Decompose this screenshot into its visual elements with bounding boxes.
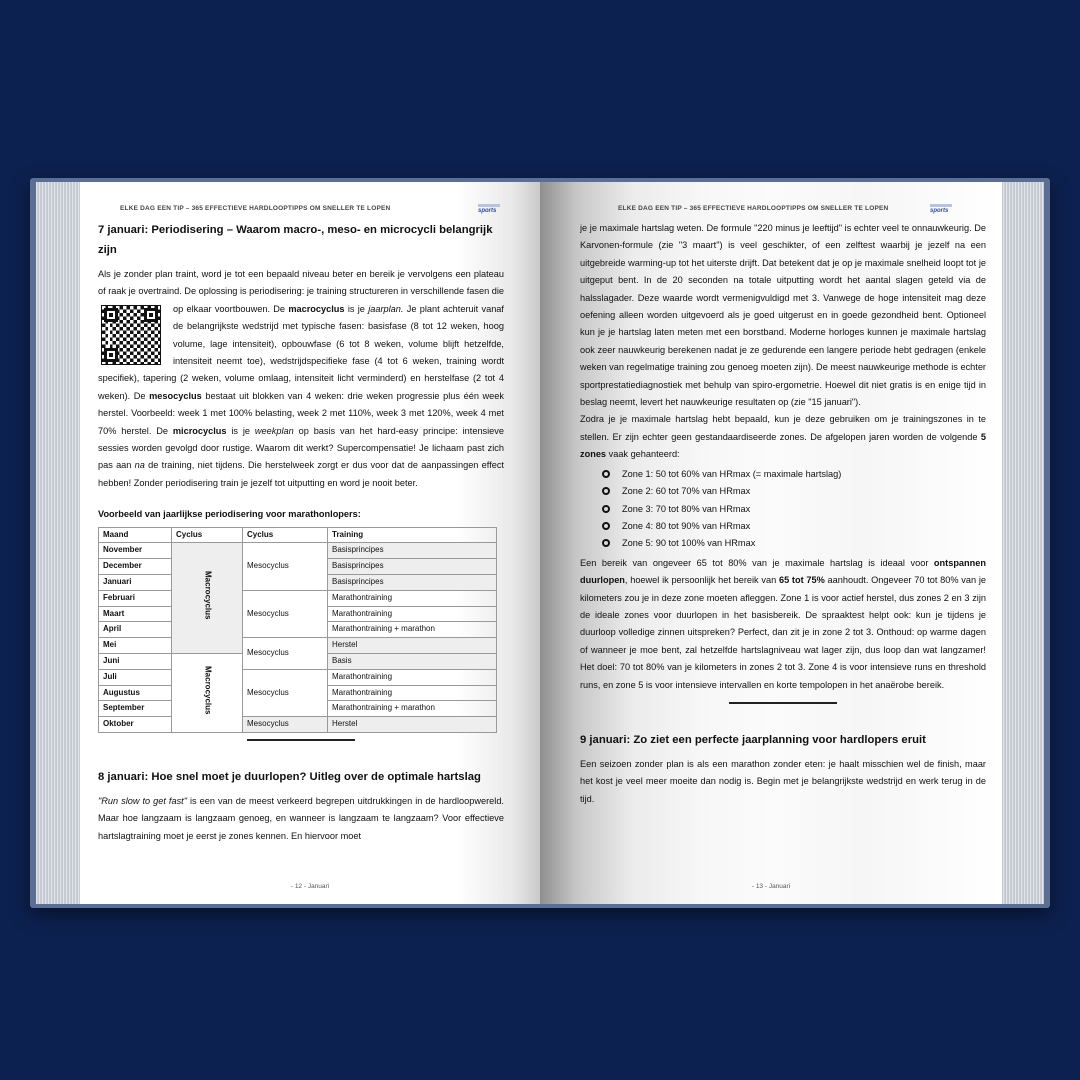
list-item: Zone 2: 60 tot 70% van HRmax <box>602 483 986 500</box>
macrocyclus-cell-2: Macrocyclus <box>172 654 243 733</box>
table-row: Juli Mesocyclus Marathontraining <box>99 669 497 685</box>
logo-text: sports <box>930 208 949 214</box>
section-divider <box>729 702 837 704</box>
table-row: December Basisprincipes <box>99 559 497 575</box>
paragraph-duurlopen: Een bereik van ongeveer 65 tot 80% van je maximale hartslag is ideaal voor ontspannen duurlopen, hoewel ik persoonlijk het bereik van 65 tot 75% aanhoudt. Ongeveer 70 tot 80% van je kilometers zou je in deze zone moeten afleggen. Zone 1 is voor actief herstel, dus zones 2 en 3 zijn de ideale zones voor duurlopen in het basisbereik. De spraaktest helpt ook: kun je tijdens je duurloop volledige zinnen uitspreken? Perfect, dan zit je in zone 2 tot 3. Onthoud: op warme dagen of wanneer je moe bent, zal hetzelfde hartslagniveau wat lager zijn, dus loop dan wat langzamer! Het doel: 70 tot 80% van je kilometers in zones 2 tot 3. Zone 4 is voor intensieve runs en threshold runs, en zone 5 is voor intensieve intervallen en korte tempolopen in het anaërobe bereik. <box>580 557 986 690</box>
mesocyclus-cell: Mesocyclus <box>243 717 328 733</box>
running-header: ELKE DAG EEN TIP – 365 EFFECTIEVE HARDLOOPTIPPS OM SNELLER TE LOPEN <box>618 205 889 212</box>
paragraph-max-hartslag: je je maximale hartslag weten. De formule "220 minus je leeftijd" is echter veel te onnauwkeurig. De Karvonen-formule (zie "3 maart") is veel geschikter, of een zelftest waarbij je jezelf na een uitgebreide warming-up tot het uiterste drijft. Dat betekent dat je op je maximale snelheid loopt tot je uitgeput bent. In de 20 seconden na totale uitputting wordt het aantal slagen geteld via de halsslagader. Deze waarde wordt vermenigvuldigd met 3. Vanwege de hoge intensiteit mag deze oefening alleen worden uitgevoerd als je goed uitgerust en in goede gezondheid bent. Optioneel kun je je hartslag laten meten met een borstband. Moderne horloges kunnen je maximale hartslag ook zeer nauwkeurig berekenen nadat je ze gedurende een langere periode hebt gedragen (enkele weken van regelmatige training zou genoeg moeten zijn). De meest nauwkeurige methode is echter sportprestatiediagnostiek met behulp van spiro-ergometrie. Hoewel dit niet gratis is en enige tijd in beslag neemt, levert het nauwkeurige resultaten op (zie "15 januari"). <box>580 223 986 408</box>
list-item: Zone 5: 90 tot 100% van HRmax <box>602 535 986 552</box>
table-header-row <box>99 527 497 543</box>
table-row: Januari Basisprincipes <box>99 575 497 591</box>
header-cyclus-2: Cyclus <box>243 527 328 543</box>
left-page <box>80 182 540 904</box>
list-item: Zone 3: 70 tot 80% van HRmax <box>602 501 986 518</box>
macrocyclus-cell-1: Macrocyclus <box>172 543 243 654</box>
page-footer-right: - 13 - Januari <box>751 883 791 890</box>
right-page <box>540 182 1002 904</box>
zones-list <box>602 466 986 553</box>
bullet-icon <box>602 539 610 547</box>
list-item: Zone 4: 80 tot 90% van HRmax <box>602 518 986 535</box>
open-book <box>30 178 1050 908</box>
mesocyclus-cell: Mesocyclus <box>243 543 328 590</box>
mesocyclus-cell: Mesocyclus <box>243 638 328 670</box>
table-row: April Marathontraining + marathon <box>99 622 497 638</box>
header-cyclus-1: Cyclus <box>172 527 243 543</box>
publisher-logo <box>930 204 952 214</box>
header-maand: Maand <box>99 527 172 543</box>
paragraph-periodisering: Als je zonder plan traint, word je tot een bepaald niveau beter en bereik je vervolgens een plateau of raak je overtraind. De oplossing is periodisering: je training structureren in verschillende fasen die op elkaar voortbouwen. De macrocyclus is je jaarplan. Je plant achteruit vanaf de belangrijkste wedstrijd met typische fasen: basisfase (8 tot 12 weken, hoog volume, lage intensiteit), opbouwfase (6 tot 8 weken, volume blijft hetzelfde, intensiteit neemt toe), wedstrijdspecifieke fase (4 tot 6 weken, training wordt specifiek), tapering (2 weken, volume omlaag, intensiteit licht verminderd) en herstelfase (2 tot 4 weken). De mesocyclus bestaat uit blokken van 4 weken: drie weken progressie plus één week herstel. Voorbeeld: week 1 met 100% belasting, week 2 met 110%, week 3 met 120%, week 4 met 70% herstel. De microcyclus is je weekplan op basis van het hard-easy principe: intensieve sessies worden gevolgd door rustige. Waarom dit werkt? Supercompensatie! Je lichaam past zich pas aan na de training, niet tijdens. Die herstelweek zorgt er dus voor dat de aanpassingen effect hebben! Zonder periodisering train je jezelf tot uitputting en word je nooit beter. <box>98 269 504 488</box>
table-row: Juni Macrocyclus Basis <box>99 654 497 670</box>
right-content <box>580 220 986 808</box>
table-row: September Marathontraining + marathon <box>99 701 497 717</box>
logo-text: sports <box>478 208 497 214</box>
mesocyclus-cell: Mesocyclus <box>243 669 328 716</box>
bullet-icon <box>602 470 610 478</box>
table-row: Oktober Mesocyclus Herstel <box>99 717 497 733</box>
section-divider <box>247 739 355 741</box>
table-row: Maart Marathontraining <box>99 606 497 622</box>
mesocyclus-cell: Mesocyclus <box>243 590 328 637</box>
bullet-icon <box>602 522 610 530</box>
table-title: Voorbeeld van jaarlijkse periodisering voor marathonlopers: <box>98 509 361 520</box>
table-row: November Macrocyclus Mesocyclus Basisprincipes <box>99 543 497 559</box>
table-row: Februari Mesocyclus Marathontraining <box>99 590 497 606</box>
table-row: Augustus Marathontraining <box>99 685 497 701</box>
page-footer-left: - 12 - Januari <box>290 883 330 890</box>
paragraph-zones-intro: Zodra je je maximale hartslag hebt bepaald, kun je deze gebruiken om je trainingszones in te stellen. Er zijn echter geen gestandaardiseerde zones. De afgelopen jaren worden de volgende 5 zones vaak gehanteerd: <box>580 414 986 460</box>
page-edges-right <box>1000 182 1044 904</box>
bullet-icon <box>602 487 610 495</box>
paragraph-jaarplanning: Een seizoen zonder plan is als een marathon zonder eten: je haalt misschien wel de finish, maar het kost je veel meer moeite dan nodig is. Begin met je belangrijkste wedstrijd en werk terug in de tijd. <box>580 758 986 804</box>
table-row: Mei Mesocyclus Herstel <box>99 638 497 654</box>
qr-code-icon[interactable] <box>101 305 161 365</box>
publisher-logo <box>478 204 500 214</box>
heading-8-januari: 8 januari: Hoe snel moet je duurlopen? Uitleg over de optimale hartslag <box>98 771 481 784</box>
paragraph-hartslag: "Run slow to get fast" is een van de meest verkeerd begrepen uitdrukkingen in de hardloopwereld. Maar hoe langzaam is langzaam genoeg, en wanneer is langzaam te langzaam? Voor effectieve hartslagtraining moet je eerst je zones kennen. En hiervoor moet <box>98 796 504 841</box>
list-item: Zone 1: 50 tot 60% van HRmax (= maximale hartslag) <box>602 466 986 483</box>
running-header: ELKE DAG EEN TIP – 365 EFFECTIEVE HARDLOOPTIPPS OM SNELLER TE LOPEN <box>120 205 391 212</box>
heading-7-januari: 7 januari: Periodisering – Waarom macro-, meso- en microcycli belangrijk zijn <box>98 224 493 256</box>
page-edges-left <box>36 182 84 904</box>
bullet-icon <box>602 505 610 513</box>
heading-9-januari: 9 januari: Zo ziet een perfecte jaarplanning voor hardlopers eruit <box>580 733 926 746</box>
left-content <box>98 220 504 845</box>
header-training: Training <box>328 527 497 543</box>
periodisation-table <box>98 527 497 733</box>
